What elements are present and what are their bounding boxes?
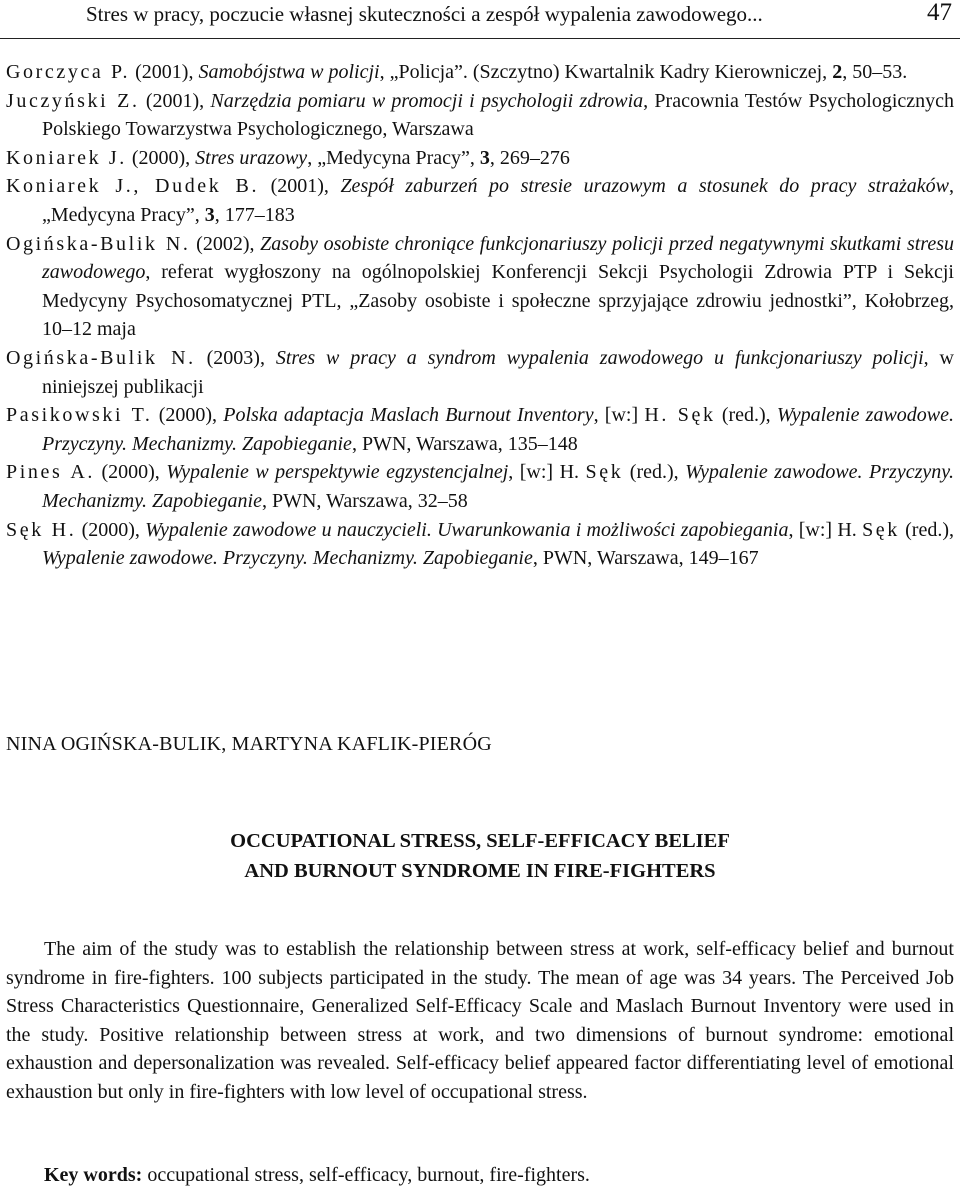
reference-item (6, 516, 954, 573)
paper-authors: NINA OGIŃSKA-BULIK, MARTYNA KAFLIK-PIERÓG (6, 733, 492, 755)
page-number: 47 (927, 0, 952, 26)
reference-source: , PWN, Warszawa, 149–167 (532, 547, 759, 570)
abstract: The aim of the study was to establish the relationship between stress at work, self-efficacy belief and burnout syndrome in fire-fighters. 100 subjects participated in the study. The mean of age was 34 years. The Perceived Job Stress Characteristics Questionnaire, Generalized Self-Efficacy Scale and Maslach Burnout Inventory were used in the study. Positive relationship between stress at work, and two dimensions of burnout syndrome: emotional exhaustion and depersonalization was revealed. Self-efficacy belief appeared factor differentiating level of emotional exhaustion but only in fire-fighters with low level of occupational stress. (6, 938, 954, 1103)
reference-volume: 3 (204, 203, 215, 226)
reference-author: Pasikowski T. (6, 404, 153, 427)
reference-book-title: Wypalenie zawodowe. Przyczyny. Mechanizmy. Zapobieganie (42, 404, 955, 455)
reference-author: Ogińska-Bulik N. (6, 232, 191, 255)
reference-pages: , 50–53. (842, 61, 908, 83)
reference-title: Zespół zaburzeń po stresie urazowym a stosunek do pracy strażaków (340, 175, 949, 198)
reference-source: , PWN, Warszawa, 135–148 (351, 432, 578, 455)
reference-title: Wypalenie w perspektywie egzystencjalnej (166, 461, 509, 484)
keywords-label: Key words: (44, 1164, 143, 1186)
reference-editor: Sęk (862, 518, 900, 541)
reference-book-title: Wypalenie zawodowe. Przyczyny. Mechanizmy. Zapobieganie (42, 461, 955, 512)
reference-author: Gorczyca P. (6, 61, 131, 83)
reference-title: Stres urazowy (195, 146, 308, 169)
reference-item (6, 144, 954, 173)
reference-item (6, 87, 954, 144)
reference-item (6, 401, 954, 458)
reference-author: Pines A. (6, 461, 95, 484)
reference-source: , referat wygłoszony na ogólnopolskiej Konferencji Sekcji Psychologii Zdrowia PTP i Sekcji Medycyny Psychosomatycznej PTL, „Zasoby osobiste i społeczne sprzyjające zdrowiu jednostki”, Kołobrzeg, 10–12 maja (42, 261, 954, 341)
paper-title-line: OCCUPATIONAL STRESS, SELF-EFFICACY BELIEF (230, 830, 730, 852)
reference-source: , [w:] H. (788, 518, 863, 541)
reference-source: , w niniejszej publikacji (42, 346, 954, 398)
reference-pages: , 269–276 (489, 146, 570, 169)
reference-year: (2000), (94, 461, 167, 484)
reference-editor: Sęk (585, 461, 624, 484)
reference-year: (2002), (190, 232, 261, 255)
running-header (0, 0, 960, 39)
reference-source: (red.), (899, 518, 955, 541)
reference-source: , „Policja”. (Szczytno) Kwartalnik Kadry Kierowniczej, (379, 61, 833, 83)
reference-year: (2000), (126, 146, 196, 169)
reference-author: Koniarek J., Dudek B. (6, 175, 260, 198)
reference-author: Koniarek J. (6, 146, 127, 169)
reference-item (6, 458, 954, 515)
reference-author: Juczyński Z. (6, 89, 140, 112)
running-title: Stres w pracy, poczucie własnej skuteczności a zespół wypalenia zawodowego... (86, 2, 763, 26)
reference-title: Wypalenie zawodowe u nauczycieli. Uwarunkowania i możliwości zapobiegania (145, 518, 789, 541)
reference-volume: 2 (832, 61, 843, 83)
reference-year: (2000), (152, 404, 224, 427)
reference-pages: , 177–183 (214, 203, 295, 226)
reference-source: , [w:] H. (508, 461, 586, 484)
reference-author: Ogińska-Bulik N. (6, 346, 196, 369)
reference-year: (2001), (259, 175, 341, 198)
reference-year: (2001), (130, 61, 199, 83)
reference-source: (red.), (715, 404, 777, 427)
reference-title: Zasoby osobiste chroniące funkcjonariuszy policji przed negatywnymi skutkami stresu zawodowego (42, 232, 954, 284)
keywords-list: occupational stress, self-efficacy, burnout, fire-fighters. (142, 1164, 590, 1186)
keywords (44, 1161, 590, 1189)
reference-item (6, 230, 954, 344)
reference-year: (2000), (76, 518, 146, 541)
reference-item (6, 58, 954, 87)
reference-list (6, 58, 954, 573)
paper-title-line: AND BURNOUT SYNDROME IN FIRE-FIGHTERS (244, 860, 716, 882)
reference-source: , [w:] (593, 404, 645, 427)
reference-year: (2003), (195, 346, 276, 369)
reference-volume: 3 (479, 146, 490, 169)
reference-title: Polska adaptacja Maslach Burnout Inventory (223, 404, 594, 427)
reference-source: , „Medycyna Pracy”, (307, 146, 480, 169)
reference-item (6, 344, 954, 401)
reference-item (6, 172, 954, 229)
reference-title: Stres w pracy a syndrom wypalenia zawodowego u funkcjonariuszy policji (275, 346, 924, 369)
reference-editor: H. Sęk (644, 404, 716, 427)
reference-year: (2001), (139, 89, 211, 112)
reference-source: , „Medycyna Pracy”, (42, 175, 954, 226)
reference-source: , PWN, Warszawa, 32–58 (261, 489, 468, 512)
reference-title: Samobójstwa w policji (198, 61, 380, 83)
reference-book-title: Wypalenie zawodowe. Przyczyny. Mechanizmy. Zapobieganie (42, 547, 533, 570)
reference-source: , Pracownia Testów Psychologicznych Polskiego Towarzystwa Psychologicznego, Warszawa (42, 89, 955, 141)
paper-title (0, 826, 960, 886)
reference-title: Narzędzia pomiaru w promocji i psychologii zdrowia (210, 89, 644, 112)
reference-author: Sęk H. (6, 518, 77, 541)
reference-source: (red.), (623, 461, 686, 484)
